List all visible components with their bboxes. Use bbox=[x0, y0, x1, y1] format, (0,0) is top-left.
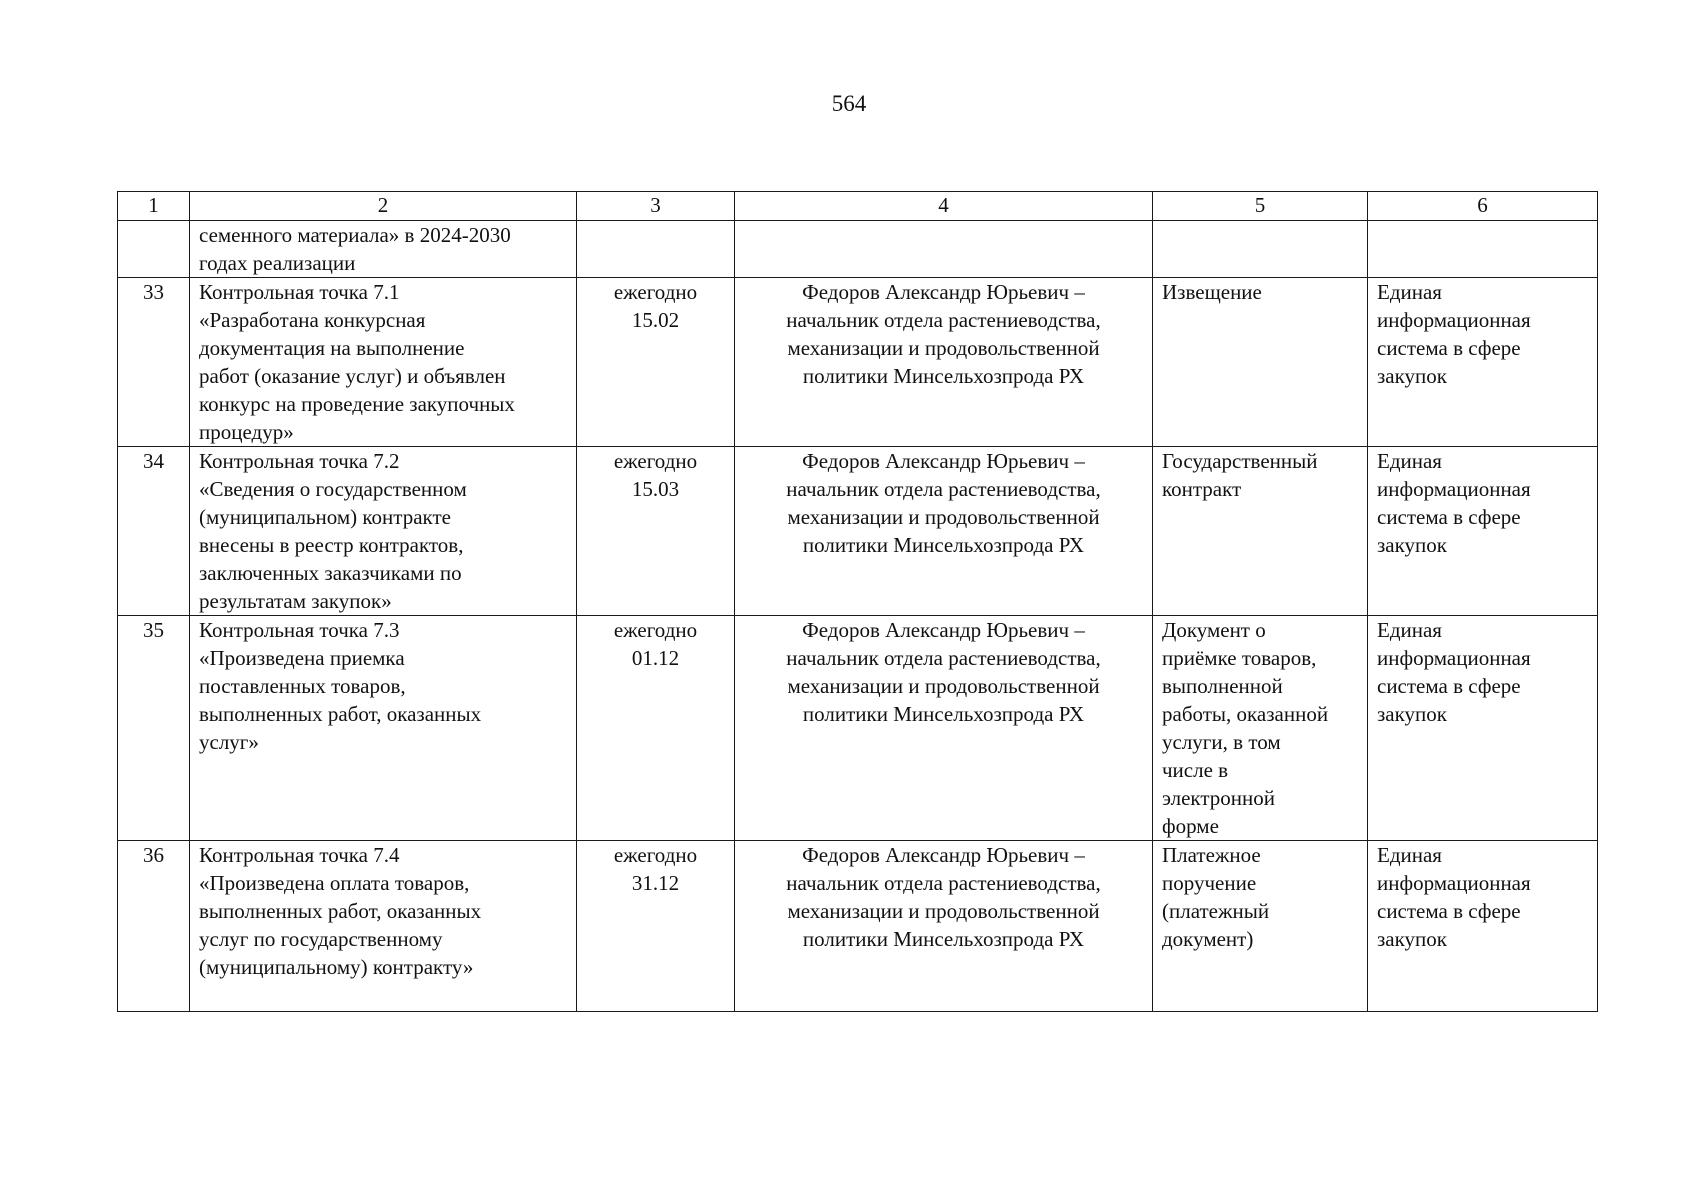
text-line: 15.02 bbox=[631, 308, 680, 332]
text-line: Единая bbox=[1377, 280, 1442, 304]
continuation-row bbox=[118, 221, 1598, 278]
row-number-cell: 36 bbox=[118, 841, 190, 1012]
text-line: система в сфере bbox=[1377, 505, 1521, 529]
text-line: поручение bbox=[1162, 871, 1257, 895]
text-line: Единая bbox=[1377, 618, 1442, 642]
text-line: результатам закупок» bbox=[199, 589, 392, 613]
text-line: Федоров Александр Юрьевич – bbox=[802, 280, 1085, 304]
document-cell bbox=[1153, 447, 1368, 616]
table-row bbox=[118, 841, 1598, 1012]
system-cell bbox=[1368, 447, 1598, 616]
text-line: (платежный bbox=[1162, 899, 1270, 923]
deadline-cell bbox=[577, 221, 735, 278]
text-line: Контрольная точка 7.1 bbox=[199, 280, 400, 304]
text-line: выполненной bbox=[1162, 674, 1283, 698]
text-line: начальник отдела растениеводства, bbox=[786, 646, 1101, 670]
table-row bbox=[118, 616, 1598, 841]
control-points-table bbox=[117, 191, 1598, 1012]
text-line: форме bbox=[1162, 814, 1219, 838]
text-line: механизации и продовольственной bbox=[787, 336, 1100, 360]
text-line: конкурс на проведение закупочных bbox=[199, 392, 515, 416]
text-line: 31.12 bbox=[631, 871, 680, 895]
text-line: Единая bbox=[1377, 449, 1442, 473]
system-cell bbox=[1368, 278, 1598, 447]
text-line: годах реализации bbox=[199, 251, 356, 275]
deadline-cell bbox=[577, 616, 735, 841]
system-cell bbox=[1368, 841, 1598, 1012]
text-line: ежегодно bbox=[613, 280, 698, 304]
text-line: ежегодно bbox=[613, 618, 698, 642]
column-header: 6 bbox=[1368, 192, 1598, 221]
text-line: контракт bbox=[1162, 477, 1242, 501]
text-line: начальник отдела растениеводства, bbox=[786, 477, 1101, 501]
text-line: заключенных заказчиками по bbox=[199, 561, 462, 585]
text-line: ежегодно bbox=[613, 843, 698, 867]
text-line: Единая bbox=[1377, 843, 1442, 867]
text-line: работ (оказание услуг) и объявлен bbox=[199, 364, 506, 388]
text-line: приёмке товаров, bbox=[1162, 646, 1317, 670]
text-line: документация на выполнение bbox=[199, 336, 465, 360]
row-number-cell: 35 bbox=[118, 616, 190, 841]
column-header: 4 bbox=[735, 192, 1153, 221]
text-line: ежегодно bbox=[613, 449, 698, 473]
text-line: услуги, в том bbox=[1162, 730, 1281, 754]
text-line: механизации и продовольственной bbox=[787, 899, 1100, 923]
text-line: закупок bbox=[1377, 927, 1447, 951]
text-line: система в сфере bbox=[1377, 336, 1521, 360]
column-header: 2 bbox=[190, 192, 577, 221]
responsible-cell bbox=[735, 447, 1153, 616]
text-line: закупок bbox=[1377, 702, 1447, 726]
text-line: закупок bbox=[1377, 364, 1447, 388]
page-number: 564 bbox=[831, 91, 867, 116]
text-line: документ) bbox=[1162, 927, 1254, 951]
text-line: политики Минсельхозпрода РХ bbox=[802, 533, 1085, 557]
text-line: 01.12 bbox=[631, 646, 680, 670]
text-line: информационная bbox=[1377, 871, 1531, 895]
text-line: начальник отдела растениеводства, bbox=[786, 871, 1101, 895]
text-line: закупок bbox=[1377, 533, 1447, 557]
deadline-cell bbox=[577, 841, 735, 1012]
text-line: внесены в реестр контрактов, bbox=[199, 533, 464, 557]
document-cell bbox=[1153, 616, 1368, 841]
text-line: «Сведения о государственном bbox=[199, 477, 467, 501]
text-line: выполненных работ, оказанных bbox=[199, 702, 482, 726]
description-cell bbox=[190, 221, 577, 278]
text-line: числе в bbox=[1162, 758, 1229, 782]
description-cell bbox=[190, 447, 577, 616]
text-line: Контрольная точка 7.2 bbox=[199, 449, 400, 473]
text-line: (муниципальном) контракте bbox=[199, 505, 451, 529]
row-number-cell: 34 bbox=[118, 447, 190, 616]
text-line: система в сфере bbox=[1377, 674, 1521, 698]
text-line: электронной bbox=[1162, 786, 1276, 810]
table-row bbox=[118, 447, 1598, 616]
column-header: 3 bbox=[577, 192, 735, 221]
row-number-cell bbox=[118, 221, 190, 278]
text-line: выполненных работ, оказанных bbox=[199, 899, 482, 923]
description-cell bbox=[190, 841, 577, 1012]
text-line: Контрольная точка 7.3 bbox=[199, 618, 400, 642]
document-cell bbox=[1153, 278, 1368, 447]
deadline-cell bbox=[577, 447, 735, 616]
description-cell bbox=[190, 616, 577, 841]
text-line: услуг» bbox=[199, 730, 259, 754]
text-line: информационная bbox=[1377, 477, 1531, 501]
responsible-cell bbox=[735, 616, 1153, 841]
system-cell bbox=[1368, 221, 1598, 278]
text-line: начальник отдела растениеводства, bbox=[786, 308, 1101, 332]
text-line: процедур» bbox=[199, 420, 294, 444]
system-cell bbox=[1368, 616, 1598, 841]
text-line: поставленных товаров, bbox=[199, 674, 406, 698]
text-line: Извещение bbox=[1162, 280, 1262, 304]
text-line: Федоров Александр Юрьевич – bbox=[802, 843, 1085, 867]
document-cell bbox=[1153, 221, 1368, 278]
column-header: 5 bbox=[1153, 192, 1368, 221]
responsible-cell bbox=[735, 278, 1153, 447]
text-line: 15.03 bbox=[631, 477, 680, 501]
description-cell bbox=[190, 278, 577, 447]
column-number-header-row bbox=[118, 192, 1598, 221]
text-line: информационная bbox=[1377, 308, 1531, 332]
responsible-cell bbox=[735, 221, 1153, 278]
text-line: семенного материала» в 2024-2030 bbox=[199, 223, 511, 247]
row-number-cell: 33 bbox=[118, 278, 190, 447]
text-line: «Произведена приемка bbox=[199, 646, 405, 670]
table-row bbox=[118, 278, 1598, 447]
deadline-cell bbox=[577, 278, 735, 447]
text-line: «Произведена оплата товаров, bbox=[199, 871, 470, 895]
text-line: политики Минсельхозпрода РХ bbox=[802, 364, 1085, 388]
column-header: 1 bbox=[118, 192, 190, 221]
text-line: работы, оказанной bbox=[1162, 702, 1329, 726]
text-line: механизации и продовольственной bbox=[787, 674, 1100, 698]
text-line: «Разработана конкурсная bbox=[199, 308, 426, 332]
text-line: (муниципальному) контракту» bbox=[199, 955, 474, 979]
text-line: Контрольная точка 7.4 bbox=[199, 843, 400, 867]
text-line: механизации и продовольственной bbox=[787, 505, 1100, 529]
text-line: Документ о bbox=[1162, 618, 1266, 642]
text-line: Государственный bbox=[1162, 449, 1318, 473]
text-line: политики Минсельхозпрода РХ bbox=[802, 702, 1085, 726]
text-line: Платежное bbox=[1162, 843, 1261, 867]
text-line: Федоров Александр Юрьевич – bbox=[802, 618, 1085, 642]
document-cell bbox=[1153, 841, 1368, 1012]
text-line: система в сфере bbox=[1377, 899, 1521, 923]
text-line: Федоров Александр Юрьевич – bbox=[802, 449, 1085, 473]
text-line: информационная bbox=[1377, 646, 1531, 670]
responsible-cell bbox=[735, 841, 1153, 1012]
text-line: политики Минсельхозпрода РХ bbox=[802, 927, 1085, 951]
text-line: услуг по государственному bbox=[199, 927, 443, 951]
